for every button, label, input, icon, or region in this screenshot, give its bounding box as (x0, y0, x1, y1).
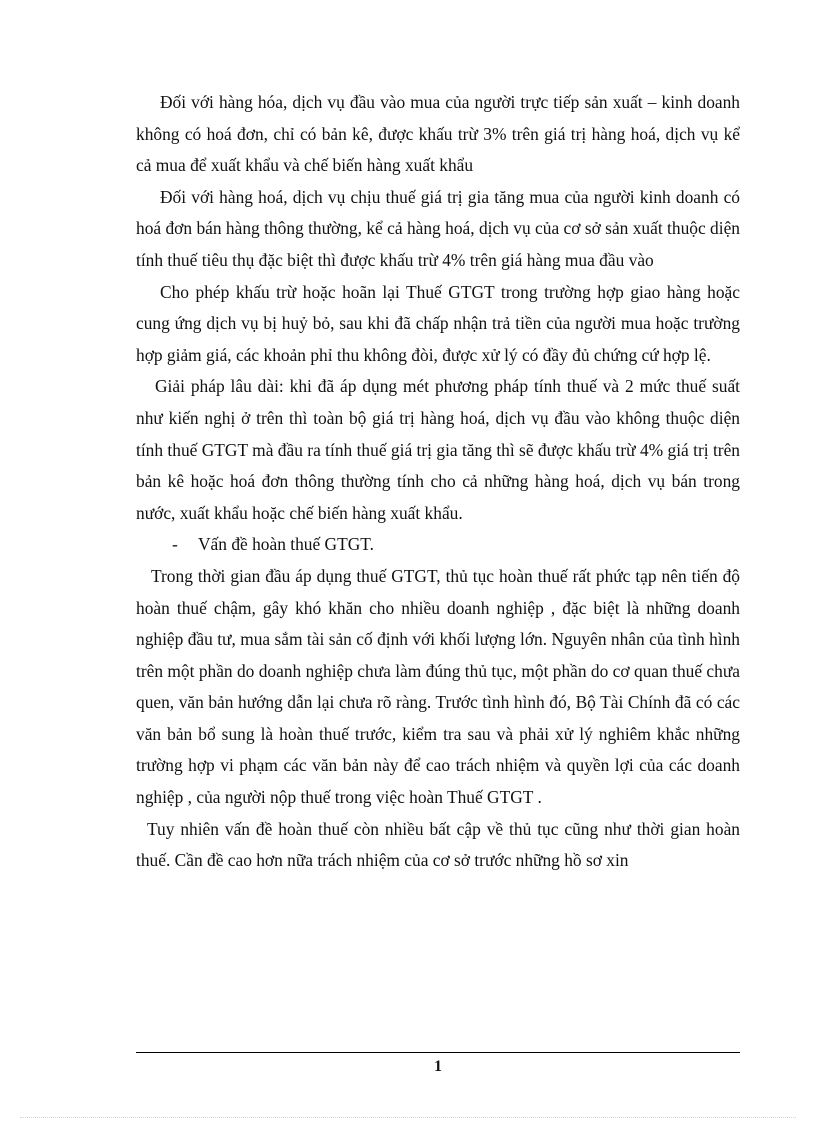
paragraph-long-term-solution: Giải pháp lâu dài: khi đã áp dụng mét phương pháp tính thuế và 2 mức thuế suất như kiến nghị ở trên thì toàn bộ giá trị hàng hoá, dịch vụ đầu vào không thuộc diện tính thuế GTGT mà đầu ra tính thuế giá trị gia tăng thì sẽ được khấu trừ 4% giá trị trên bản kê hoặc hoá đơn thông thường tính cho cả những hàng hoá, dịch vụ bán trong nước, xuất khẩu hoặc chế biến hàng xuất khẩu. (136, 376, 740, 523)
bullet-heading-vat-refund (136, 529, 740, 561)
bullet-dash: - (172, 534, 178, 555)
paragraph-input-deduction-3-percent: Đối với hàng hóa, dịch vụ đầu vào mua của người trực tiếp sản xuất – kinh doanh không có hoá đơn, chỉ có bản kê, được khấu trừ 3% trên giá trị hàng hoá, dịch vụ kể cả mua để xuất khẩu và chế biến hàng xuất khẩu (136, 92, 740, 176)
bullet-heading-text: Vấn đề hoàn thuế GTGT. (198, 534, 374, 555)
document-body (136, 87, 740, 877)
paragraph-vat-refund-issues: Tuy nhiên vấn đề hoàn thuế còn nhiều bất cập về thủ tục cũng như thời gian hoàn thuế. Cần đề cao hơn nữa trách nhiệm của cơ sở trước những hồ sơ xin (136, 818, 740, 871)
paragraph-input-deduction-4-percent: Đối với hàng hoá, dịch vụ chịu thuế giá trị gia tăng mua của người kinh doanh có hoá đơn bán hàng thông thường, kể cả hàng hoá, dịch vụ của cơ sở sản xuất thuộc diện tính thuế tiêu thụ đặc biệt thì được khấu trừ 4% trên giá hàng mua đầu vào (136, 186, 740, 270)
footer-rule (136, 1052, 740, 1053)
page-bottom-dotted-border (20, 1117, 796, 1118)
paragraph-vat-refund-history: Trong thời gian đầu áp dụng thuế GTGT, thủ tục hoàn thuế rất phức tạp nên tiến độ hoàn thuế chậm, gây khó khăn cho nhiều doanh nghiệp , đặc biệt là những doanh nghiệp đầu tư, mua sắm tài sản cố định với khối lượng lớn. Nguyên nhân của tình hình trên một phần do doanh nghiệp chưa làm đúng thủ tục, một phần do cơ quan thuế chưa quen, văn bản hướng dẫn lại chưa rõ ràng. Trước tình hình đó, Bộ Tài Chính đã có các văn bản bổ sung là hoàn thuế trước, kiểm tra sau và phải xử lý nghiêm khắc những trường hợp vi phạm các văn bản này để cao trách nhiệm và quyền lợi của các doanh nghiệp , của người nộp thuế trong việc hoàn Thuế GTGT . (136, 565, 740, 808)
paragraph-deduction-cancellation: Cho phép khấu trừ hoặc hoãn lại Thuế GTGT trong trường hợp giao hàng hoặc cung ứng dịch vụ bị huỷ bỏ, sau khi đã chấp nhận trả tiền của người mua hoặc trường hợp giảm giá, các khoản phỉ thu không đòi, được xử lý có đầy đủ chứng cứ hợp lệ. (136, 281, 740, 365)
page-number: 1 (434, 1058, 442, 1075)
